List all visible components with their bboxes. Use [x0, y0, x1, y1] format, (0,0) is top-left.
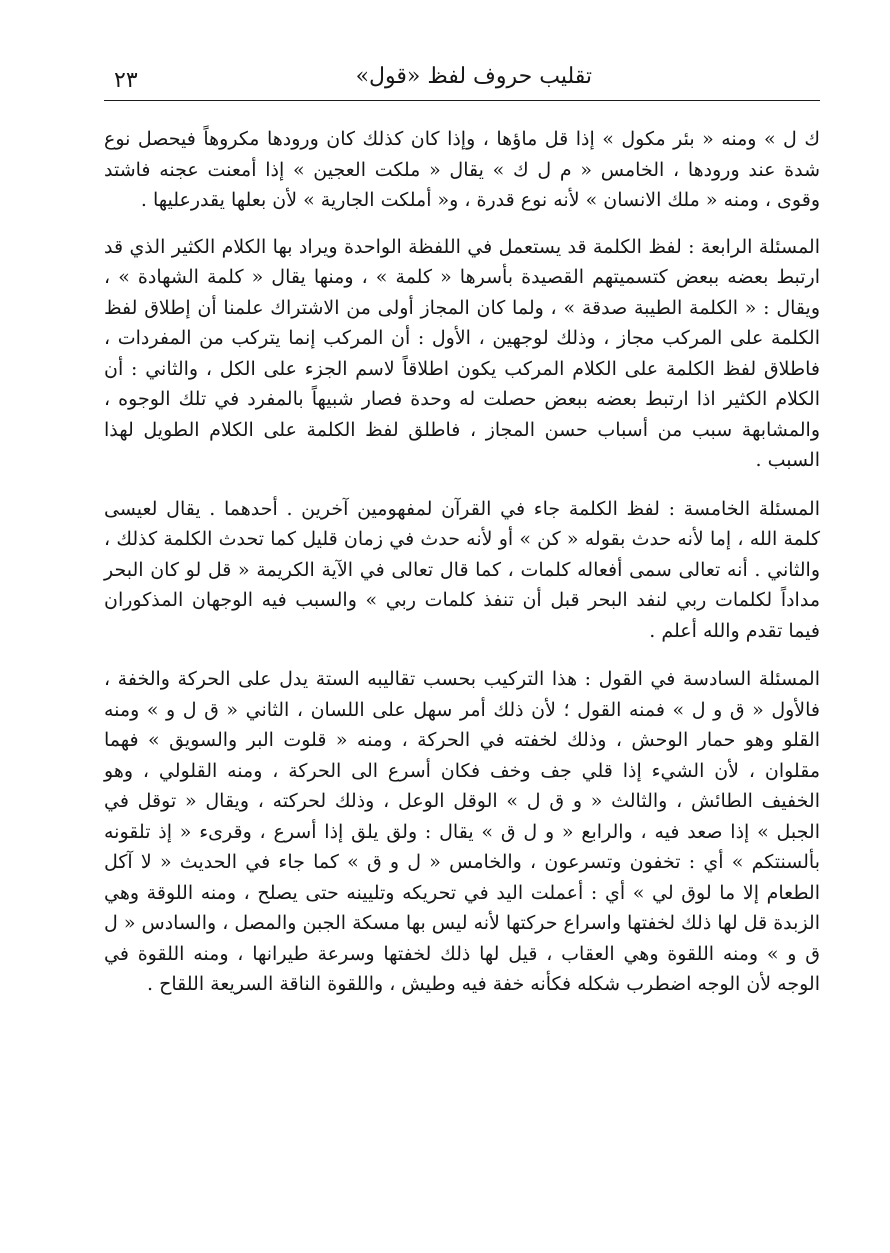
page-header — [104, 62, 820, 98]
paragraph-issue-four: المسئلة الرابعة : لفظ الكلمة قد يستعمل في اللفظة الواحدة ويراد بها الكلام الكثير الذي قد ارتبط بعضه ببعض كتسميتهم القصيدة بأسرها « كلمة » ، ومنها يقال « كلمة الشهادة » ، ويقال : « الكلمة الطيبة صدقة » ، ولما كان المجاز أولى من الاشتراك علمنا أن إطلاق لفظ الكلمة على المركب مجاز ، وذلك لوجهين ، الأول : أن المركب إنما يتركب من المفردات ، فاطلاق لفظ الكلمة على الكلام المركب يكون اطلاقاً لاسم الجزء على الكل ، والثاني : أن الكلام الكثير اذا ارتبط بعضه ببعض حصلت له وحدة فصار شبيهاً بالمفرد في تلك الوجوه ، والمشابهة سبب من أسباب حسن المجاز ، فاطلق لفظ الكلمة على الكلام الطويل لهذا السبب . — [104, 235, 820, 471]
running-title: تقليب حروف لفظ «قول» — [355, 64, 592, 89]
page-body — [104, 124, 820, 1000]
paragraph-issue-six: المسئلة السادسة في القول : هذا التركيب بحسب تقاليبه الستة يدل على الحركة والخفة ، فالأول « ق و ل » فمنه القول ؛ لأن ذلك أمر سهل على اللسان ، الثاني « ق ل و » ومنه القلو وهو حمار الوحش ، وذلك لخفته في الحركة ، ومنه « قلوت البر والسويق » فهما مقلوان ، لأن الشيء إذا قلي جف وخف فكان أسرع الى الحركة ، ومنه القلولي ، وهو الخفيف الطائش ، والثالث « و ق ل » الوقل الوعل ، وذلك لحركته ، ويقال « توقل في الجبل » إذا صعد فيه ، والرابع « و ل ق » يقال : ولق يلق إذا أسرع ، وقرىء « إذ تلقونه بألسنتكم » أي : تخفون وتسرعون ، والخامس « ل و ق » كما جاء في الحديث « لا آكل الطعام إلا ما لوق لي » أي : أعملت اليد في تحريكه وتليينه حتى يصلح ، ومنه اللوقة وهي الزبدة قل لها ذلك لخفتها واسراع حركتها لأنه ليس بها مسكة الجبن والمصل ، والسادس « ل ق و » ومنه اللقوة وهي العقاب ، قيل لها ذلك لخفتها وسرعة طيرانها ، ومنه اللقوة في الوجه لأن الوجه اضطرب شكله فكأنه خفة فيه وطيش ، واللقوة الناقة السريعة اللقاح . — [104, 668, 820, 995]
header-rule — [104, 100, 820, 101]
page-number: ٢٣ — [114, 68, 138, 93]
paragraph-issue-five: المسئلة الخامسة : لفظ الكلمة جاء في القرآن لمفهومين آخرين . أحدهما . يقال لعيسى كلمة الله ، إما لأنه حدث بقوله « كن » أو لأنه حدث في زمان قليل كما تحدث الكلمة كذلك ، والثاني . أنه تعالى سمى أفعاله كلمات ، كما قال تعالى في الآية الكريمة « قل لو كان البحر مداداً لكلمات ربي لنفد البحر قبل أن تنفذ كلمات ربي » والسبب فيه الوجهان المذكوران فيما تقدم والله أعلم . — [104, 497, 820, 642]
paragraph-continuation: ك ل » ومنه « بئر مكول » إذا قل ماؤها ، وإذا كان كذلك كان ورودها مكروهاً فيحصل نوع شدة عند ورودها ، الخامس « م ل ك » يقال « ملكت العجين » إذا أمعنت عجنه فاشتد وقوى ، ومنه « ملك الانسان » لأنه نوع قدرة ، و« أملكت الجارية » لأن بعلها يقدرعليها . — [104, 128, 820, 211]
